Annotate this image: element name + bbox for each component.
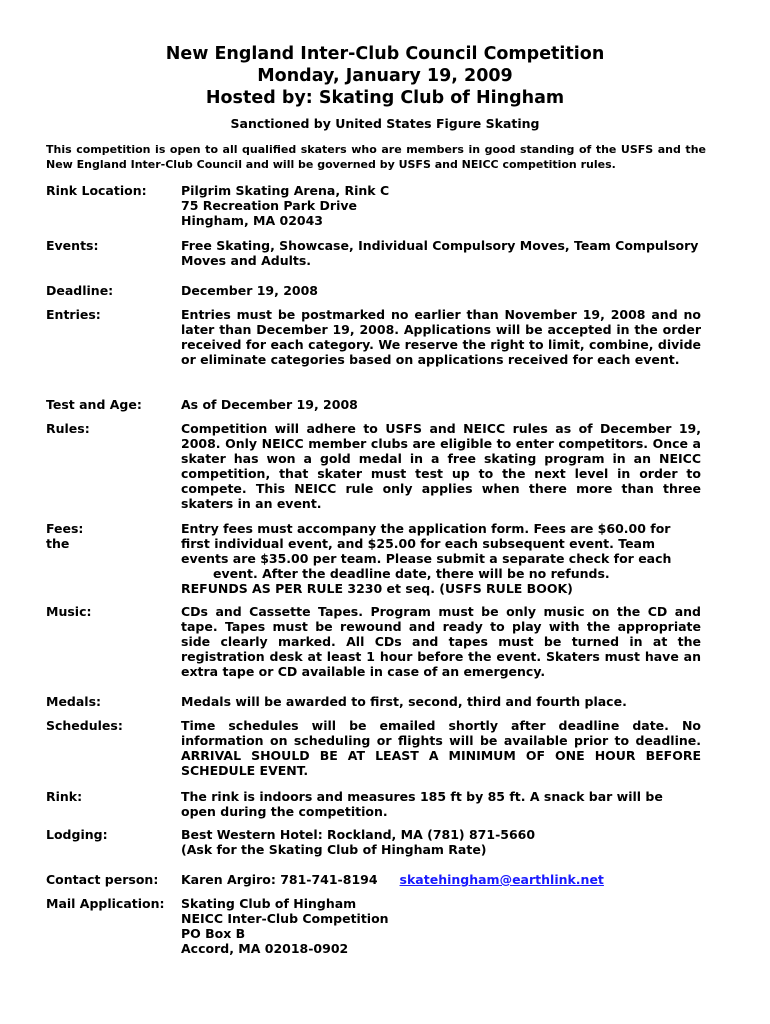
contact-label: Contact person: <box>46 872 159 887</box>
title-line-3: Hosted by: Skating Club of Hingham <box>205 88 565 108</box>
fees-value <box>181 521 701 596</box>
deadline-value: December 19, 2008 <box>181 283 318 298</box>
events-label: Events: <box>46 238 99 253</box>
medals-label: Medals: <box>46 694 102 709</box>
deadline-label: Deadline: <box>46 283 114 298</box>
mail-value <box>181 896 701 956</box>
rink-location-value <box>181 183 701 228</box>
contact-value <box>181 872 701 887</box>
mail-line: Accord, MA 02018-0902 <box>181 941 349 956</box>
music-label: Music: <box>46 604 92 619</box>
test-age-label: Test and Age: <box>46 397 142 412</box>
mail-line: Skating Club of Hingham <box>181 896 357 911</box>
lodging-line: (Ask for the Skating Club of Hingham Rate) <box>181 842 487 857</box>
mail-line: PO Box B <box>181 926 246 941</box>
lodging-line: Best Western Hotel: Rockland, MA (781) 871-5660 <box>181 827 536 842</box>
rink-location-line: 75 Recreation Park Drive <box>181 198 357 213</box>
test-age-value: As of December 19, 2008 <box>181 397 358 412</box>
fees-label <box>46 521 178 551</box>
schedules-label: Schedules: <box>46 718 123 733</box>
mail-label: Mail Application: <box>46 896 165 911</box>
contact-name-phone: Karen Argiro: 781-741-8194 <box>181 872 378 887</box>
entries-value: Entries must be postmarked no earlier than November 19, 2008 and no later than December 19, 2008. Applications will be accepted in the order received for each category. We reserve the right to limit, combine, divide or eliminate categories based on applications received for each event. <box>181 307 701 367</box>
title-line-1: New England Inter-Club Council Competition <box>165 44 605 64</box>
fees-label-line: Fees: <box>46 521 84 536</box>
rink-location-line: Pilgrim Skating Arena, Rink C <box>181 183 390 198</box>
lodging-value <box>181 827 701 857</box>
fees-label-line: the <box>46 536 70 551</box>
fees-line: events are $35.00 per team. Please submit a separate check for each <box>181 551 672 566</box>
schedules-value: Time schedules will be emailed shortly after deadline date. No information on scheduling or flights will be available prior to deadline. ARRIVAL SHOULD BE AT LEAST A MINIMUM OF ONE HOUR BEFORE SCHEDULE EVENT. <box>181 718 701 778</box>
fees-line: REFUNDS AS PER RULE 3230 et seq. (USFS RULE BOOK) <box>181 581 573 596</box>
intro-paragraph: This competition is open to all qualified skaters who are members in good standing of the USFS and the New England Inter-Club Council and will be governed by USFS and NEICC competition rules. <box>46 143 706 171</box>
title-line-2: Monday, January 19, 2009 <box>257 66 513 86</box>
title-block <box>0 43 770 109</box>
rink-location-label: Rink Location: <box>46 183 147 198</box>
rules-value: Competition will adhere to USFS and NEICC rules as of December 19, 2008. Only NEICC member clubs are eligible to enter competitors. Once a skater has won a gold medal in a free skating program in an NEICC competition, that skater must test up to the next level in order to compete. This NEICC rule only applies when there more than three skaters in an event. <box>181 421 701 511</box>
contact-email-link[interactable]: skatehingham@earthlink.net <box>399 872 604 887</box>
rules-label: Rules: <box>46 421 90 436</box>
events-value: Free Skating, Showcase, Individual Compulsory Moves, Team Compulsory Moves and Adults. <box>181 238 699 268</box>
rink-value: The rink is indoors and measures 185 ft by 85 ft. A snack bar will be open during the competition. <box>181 789 663 819</box>
entries-label: Entries: <box>46 307 101 322</box>
rink-label: Rink: <box>46 789 83 804</box>
lodging-label: Lodging: <box>46 827 108 842</box>
rink-location-line: Hingham, MA 02043 <box>181 213 324 228</box>
fees-line: Entry fees must accompany the application form. Fees are $60.00 for <box>181 521 671 536</box>
music-value: CDs and Cassette Tapes. Program must be only music on the CD and tape. Tapes must be rewound and ready to play with the appropriate side clearly marked. All CDs and tapes must be turned in at the registration desk at least 1 hour before the event. Skaters must have an extra tape or CD available in case of an emergency. <box>181 604 701 679</box>
mail-line: NEICC Inter-Club Competition <box>181 911 389 926</box>
sanction-line: Sanctioned by United States Figure Skating <box>230 116 540 131</box>
fees-line: event. After the deadline date, there will be no refunds. <box>213 566 610 581</box>
medals-value: Medals will be awarded to first, second, third and fourth place. <box>181 694 627 709</box>
fees-line: first individual event, and $25.00 for each subsequent event. Team <box>181 536 656 551</box>
